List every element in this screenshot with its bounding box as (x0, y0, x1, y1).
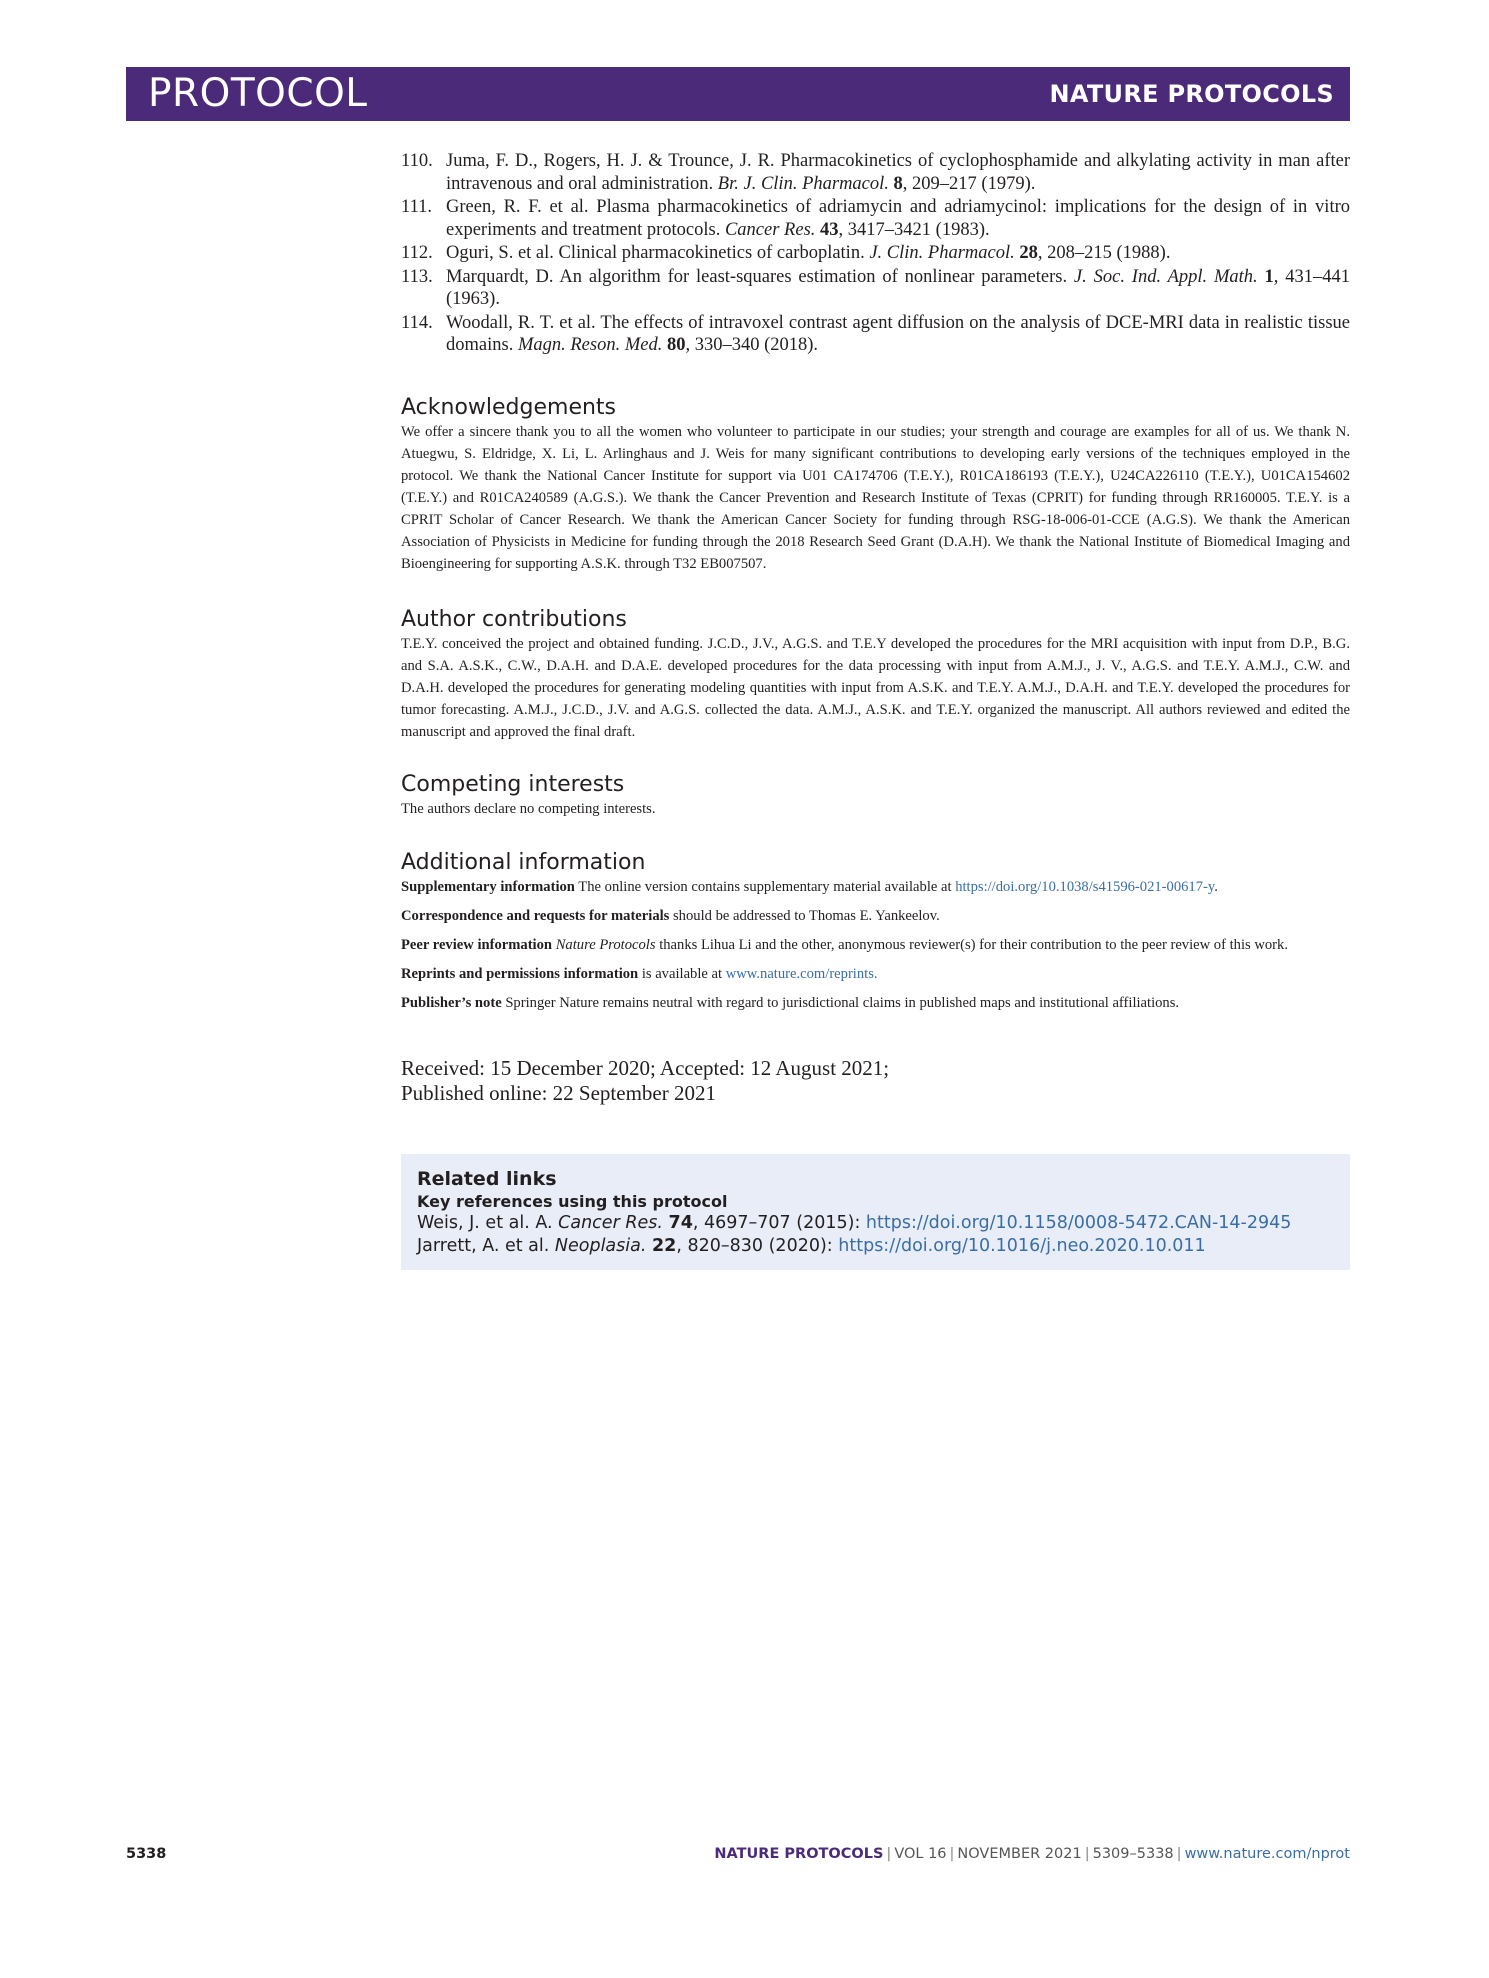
acknowledgements-heading: Acknowledgements (401, 394, 617, 420)
page-footer (126, 1846, 1350, 1866)
related-links-subtitle: Key references using this protocol (417, 1191, 728, 1211)
reference-number: 112. (401, 243, 433, 263)
footer-separator: | (1176, 1846, 1182, 1862)
reference-text: Oguri, S. et al. Clinical pharmacokinetics of carboplatin. (446, 243, 870, 263)
related-link-doi[interactable]: https://doi.org/10.1016/j.neo.2020.10.011 (838, 1235, 1206, 1256)
related-link-authors: Jarrett, A. et al. (417, 1235, 555, 1256)
peer-review-label: Peer review information (401, 936, 553, 953)
correspondence-text: should be addressed to Thomas E. Yankeelov. (669, 907, 940, 924)
related-links-box (401, 1154, 1350, 1270)
competing-interests-body: The authors declare no competing interests. (401, 800, 656, 817)
reference-volume: 8 (893, 173, 903, 194)
publisher-note (401, 992, 1350, 1014)
related-link-pages: , 4697–707 (2015): (692, 1212, 866, 1233)
footer-separator: | (949, 1846, 955, 1862)
journal-label: NATURE PROTOCOLS (1049, 80, 1334, 108)
reference-text: Woodall, R. T. et al. The effects of intravoxel contrast agent diffusion on the analysis of DCE-MRI data in realistic tissue domains. (446, 312, 1350, 355)
peer-review-info (401, 934, 1350, 956)
author-contributions-body: T.E.Y. conceived the project and obtained funding. J.C.D., J.V., A.G.S. and T.E.Y developed the procedures for the MRI acquisition with input from D.P., B.G. and S.A. A.S.K., C.W., D.A.H. and D.A.E. developed procedures for the data processing with input from A.M.J., J. V., A.G.S. and T.E.Y. A.M.J., C.W. and D.A.H. developed the procedures for generating modeling quantities with input from A.S.K. and T.E.Y. A.M.J., D.A.H. and T.E.Y. developed the procedures for tumor forecasting. A.M.J., J.C.D., J.V. and A.G.S. collected the data. A.M.J., A.S.K. and T.E.Y. organized the manuscript. All authors reviewed and edited the manuscript and approved the final draft. (401, 635, 1350, 740)
reference-journal: J. Soc. Ind. Appl. Math. (1073, 266, 1258, 287)
supplementary-info (401, 876, 1350, 898)
reference-pages: , 208–215 (1988). (1037, 243, 1171, 263)
related-link-journal: Neoplasia. (554, 1235, 647, 1256)
reference-text: Marquardt, D. An algorithm for least-squares estimation of nonlinear parameters. (446, 266, 1074, 287)
reference-item (401, 312, 1350, 357)
footer-separator: | (886, 1846, 892, 1862)
reference-pages: , 3417–3421 (1983). (838, 219, 990, 240)
related-link-volume: 22 (652, 1235, 677, 1256)
reference-number: 113. (401, 266, 433, 287)
acknowledgements-body: We offer a sincere thank you to all the women who volunteer to participate in our studies; your strength and courage are examples for all of us. We thank N. Atuegwu, S. Eldridge, X. Li, L. Arlinghaus and J. Weis for many significant contributions to developing early versions of the techniques employed in the protocol. We thank the National Cancer Institute for support via U01 CA174706 (T.E.Y.), R01CA186193 (T.E.Y.), U24CA226110 (T.E.Y.), U01CA154602 (T.E.Y.) and R01CA240589 (A.G.S.). We thank the Cancer Prevention and Research Institute of Texas (CPRIT) for funding through RR160005. T.E.Y. is a CPRIT Scholar of Cancer Research. We thank the American Cancer Society for funding through RSG-18-006-01-CCE (A.G.S). We thank the American Association of Physicists in Medicine for funding through the 2018 Research Seed Grant (D.A.H). We thank the National Institute of Biomedical Imaging and Bioengineering for supporting A.S.K. through T32 EB007507. (401, 423, 1350, 572)
reprints-link[interactable]: www.nature.com/reprints. (725, 965, 878, 982)
related-links-title: Related links (417, 1167, 557, 1190)
footer-citation (714, 1846, 1350, 1862)
publication-dates (401, 1056, 1350, 1106)
reference-volume: 80 (666, 335, 686, 355)
reference-pages: , 431–441 (1963). (446, 266, 1351, 309)
acknowledgements-section (401, 395, 1350, 575)
footer-separator: | (1084, 1846, 1090, 1862)
supplementary-link[interactable]: https://doi.org/10.1038/s41596-021-00617-y (955, 878, 1215, 895)
reference-item (401, 242, 1350, 265)
reference-journal: Magn. Reson. Med. (517, 335, 663, 355)
related-link-item (417, 1212, 1334, 1235)
reference-text: Green, R. F. et al. Plasma pharmacokinetics of adriamycin and adriamycinol: implications for the design of in vitro experiments and treatment protocols. (446, 197, 1350, 240)
footer-journal: NATURE PROTOCOLS (714, 1846, 884, 1862)
supplementary-text: The online version contains supplementary material available at (574, 878, 956, 895)
competing-interests-section (401, 772, 1350, 820)
reference-item (401, 150, 1350, 195)
reference-journal: J. Clin. Pharmacol. (869, 243, 1015, 263)
related-link-authors: Weis, J. et al. A. (417, 1212, 559, 1233)
section-label: PROTOCOL (148, 71, 368, 116)
peer-review-text: thanks Lihua Li and the other, anonymous reviewer(s) for their contribution to the peer review of this work. (655, 936, 1288, 953)
publisher-note-text: Springer Nature remains neutral with regard to jurisdictional claims in published maps and institutional affiliations. (501, 994, 1180, 1011)
reference-number: 111. (401, 197, 433, 217)
reference-journal: Cancer Res. (724, 219, 816, 240)
correspondence-info (401, 905, 1350, 927)
related-link-doi[interactable]: https://doi.org/10.1158/0008-5472.CAN-14-2945 (865, 1212, 1292, 1233)
peer-review-journal: Nature Protocols (555, 936, 656, 953)
competing-interests-heading: Competing interests (401, 771, 625, 797)
reference-pages: , 209–217 (1979). (902, 173, 1036, 194)
related-link-item (417, 1235, 1334, 1258)
reference-item (401, 266, 1350, 311)
reference-item (401, 196, 1350, 241)
page-content (401, 150, 1350, 1270)
reprints-text: is available at (638, 965, 726, 982)
publisher-note-label: Publisher’s note (401, 994, 502, 1011)
additional-information-section (401, 850, 1350, 1014)
reference-volume: 1 (1264, 266, 1274, 287)
related-link-journal: Cancer Res. (558, 1212, 663, 1233)
received-accepted-date: Received: 15 December 2020; Accepted: 12 August 2021; (401, 1055, 890, 1080)
related-link-volume: 74 (668, 1212, 693, 1233)
supplementary-end: . (1214, 878, 1218, 895)
reference-pages: , 330–340 (2018). (685, 335, 819, 355)
page-number: 5338 (126, 1846, 167, 1862)
reprints-label: Reprints and permissions information (401, 965, 639, 982)
reference-text: Juma, F. D., Rogers, H. J. & Trounce, J. R. Pharmacokinetics of cyclophosphamide and alkylating activity in man after intravenous and oral administration. (446, 151, 1350, 194)
additional-information-heading: Additional information (401, 849, 646, 875)
reference-volume: 43 (820, 219, 839, 240)
reference-list (401, 150, 1350, 357)
footer-url[interactable]: www.nature.com/nprot (1184, 1846, 1350, 1862)
correspondence-label: Correspondence and requests for materials (401, 907, 670, 924)
reference-volume: 28 (1019, 243, 1038, 263)
footer-date: NOVEMBER 2021 (957, 1846, 1082, 1862)
reference-journal: Br. J. Clin. Pharmacol. (717, 173, 889, 194)
reprints-info (401, 963, 1350, 985)
footer-pages: 5309–5338 (1092, 1846, 1174, 1862)
author-contributions-section (401, 607, 1350, 743)
reference-number: 114. (401, 312, 433, 333)
published-online-date: Published online: 22 September 2021 (401, 1080, 716, 1105)
supplementary-label: Supplementary information (401, 878, 575, 895)
reference-number: 110. (401, 151, 433, 171)
footer-volume: VOL 16 (894, 1846, 947, 1862)
related-link-pages: , 820–830 (2020): (676, 1235, 839, 1256)
header-bar (126, 67, 1350, 121)
author-contributions-heading: Author contributions (401, 606, 627, 632)
